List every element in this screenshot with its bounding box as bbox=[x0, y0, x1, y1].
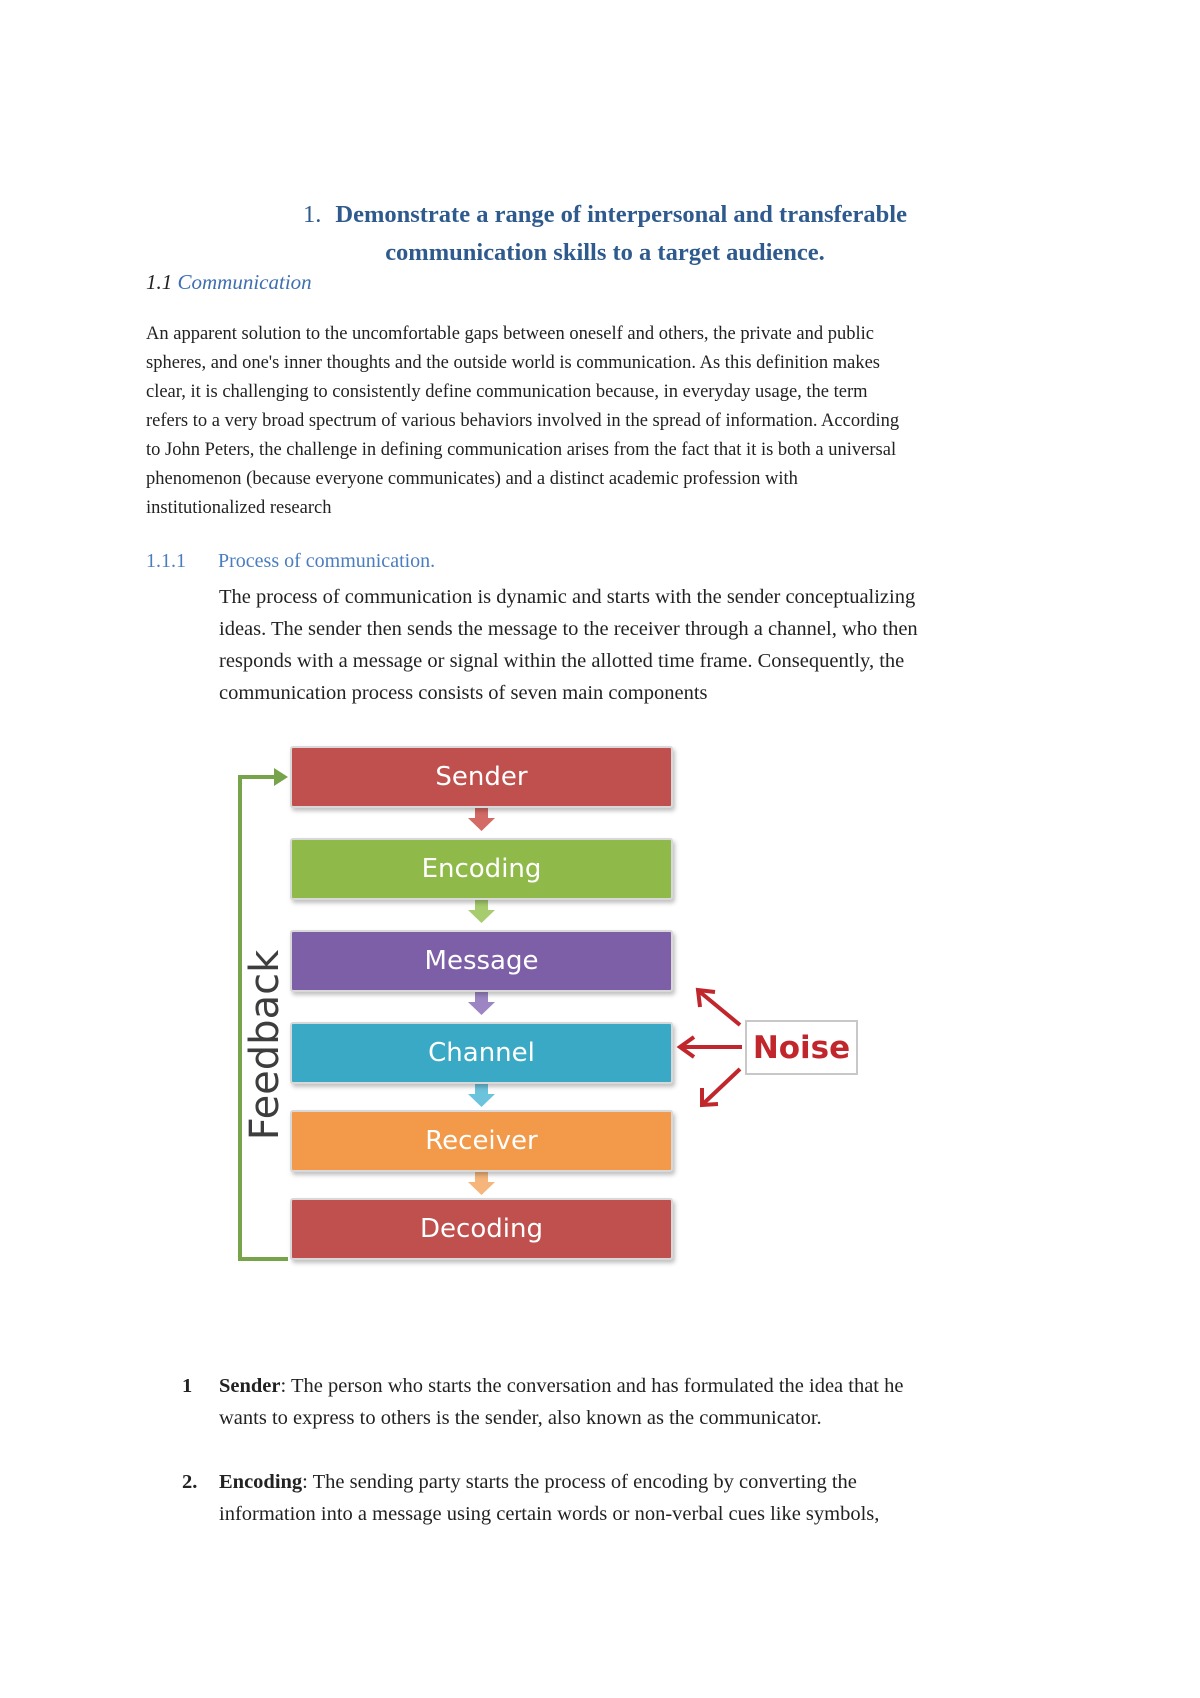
intro-line: phenomenon (because everyone communicates) and a distinct academic profession with bbox=[146, 469, 798, 489]
feedback-arrowhead bbox=[274, 768, 288, 786]
list-item bbox=[174, 1466, 1074, 1530]
step-channel: Channel bbox=[290, 1022, 673, 1084]
intro-line: An apparent solution to the uncomfortable gaps between oneself and others, the private and public bbox=[146, 324, 874, 344]
communication-process-diagram bbox=[180, 735, 860, 1280]
flow-arrow bbox=[468, 991, 495, 1015]
term-encoding: Encoding bbox=[219, 1471, 303, 1493]
flow-arrow bbox=[468, 807, 495, 831]
intro-line: institutionalized research bbox=[146, 498, 332, 518]
process-section-number: 1.1.1 bbox=[146, 550, 186, 572]
subsection-title: Communication bbox=[177, 270, 312, 294]
intro-line: to John Peters, the challenge in defining communication arises from the fact that it is both a universal bbox=[146, 440, 897, 460]
intro-line: refers to a very broad spectrum of various behaviors involved in the spread of information. According bbox=[146, 411, 900, 431]
step-receiver: Receiver bbox=[290, 1110, 673, 1172]
process-line: responds with a message or signal within the allotted time frame. Consequently, the bbox=[219, 650, 905, 672]
term-sender: Sender bbox=[219, 1375, 281, 1397]
heading-number: 1. bbox=[303, 201, 322, 228]
components-list bbox=[174, 1370, 1074, 1562]
definition-text: information into a message using certain words or non-verbal cues like symbols, bbox=[219, 1503, 880, 1525]
definition-text: : The person who starts the conversation and has formulated the idea that he bbox=[280, 1375, 904, 1397]
intro-line: clear, it is challenging to consistently define communication because, in everyday usage, the term bbox=[146, 382, 868, 402]
definition-text: wants to express to others is the sender, also known as the communicator. bbox=[219, 1407, 822, 1429]
noise-box: Noise bbox=[745, 1020, 858, 1075]
process-section-title: Process of communication. bbox=[218, 550, 436, 572]
feedback-label: Feedback bbox=[242, 949, 288, 1141]
process-section-heading bbox=[146, 550, 435, 573]
intro-line: spheres, and one's inner thoughts and the outside world is communication. As this definition makes bbox=[146, 353, 880, 373]
heading-line-2: communication skills to a target audience. bbox=[385, 239, 825, 266]
list-item bbox=[174, 1370, 1074, 1434]
list-marker: 1 bbox=[182, 1375, 193, 1397]
step-decoding: Decoding bbox=[290, 1198, 673, 1260]
flow-arrow bbox=[468, 899, 495, 923]
list-marker: 2. bbox=[182, 1471, 198, 1493]
noise-arrows bbox=[680, 990, 742, 1105]
subsection-heading bbox=[146, 270, 312, 295]
flow-arrow bbox=[468, 1083, 495, 1107]
process-line: ideas. The sender then sends the message to the receiver through a channel, who then bbox=[219, 618, 918, 640]
process-line: communication process consists of seven main components bbox=[219, 682, 708, 704]
step-encoding: Encoding bbox=[290, 838, 673, 900]
process-section-body bbox=[219, 581, 1079, 709]
definition-text: : The sending party starts the process of encoding by converting the bbox=[302, 1471, 857, 1493]
step-sender: Sender bbox=[290, 746, 673, 808]
step-message: Message bbox=[290, 930, 673, 992]
section-heading bbox=[150, 196, 1060, 272]
flow-arrow bbox=[468, 1171, 495, 1195]
subsection-number: 1.1 bbox=[146, 270, 173, 294]
process-line: The process of communication is dynamic and starts with the sender conceptualizing bbox=[219, 586, 916, 608]
heading-text-1: Demonstrate a range of interpersonal and transferable bbox=[335, 201, 907, 228]
heading-line-1 bbox=[150, 196, 1060, 234]
intro-paragraph bbox=[146, 320, 1066, 523]
